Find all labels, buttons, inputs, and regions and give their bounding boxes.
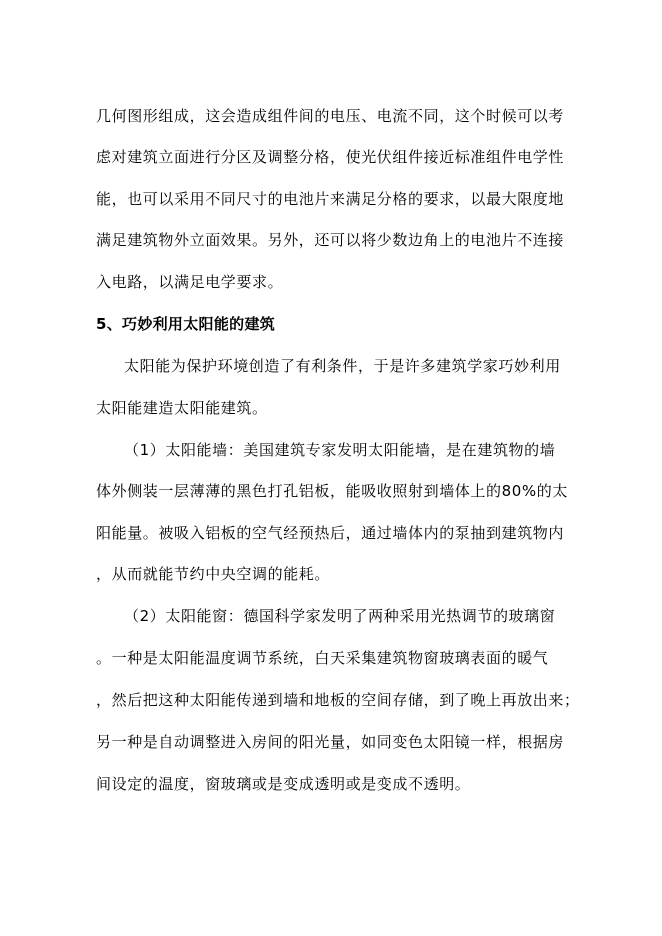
section-heading: 5、巧妙利用太阳能的建筑 [96, 315, 276, 333]
text-line: 阳能量。被吸入铝板的空气经预热后，通过墙体内的泵抽到建筑物内 [96, 524, 565, 542]
text-line: 。一种是太阳能温度调节系统，白天采集建筑物窗玻璃表面的暖气 [96, 649, 549, 667]
text-line: 能，也可以采用不同尺寸的电池片来满足分格的要求，以最大限度地 [96, 190, 565, 208]
text-line: （1）太阳能墙：美国建筑专家发明太阳能墙，是在建筑物的墙 [124, 441, 556, 459]
text-line: 太阳能为保护环境创造了有利条件，于是许多建筑学家巧妙利用 [124, 357, 561, 375]
text-line: ，从而就能节约中央空调的能耗。 [96, 565, 331, 583]
text-line: ，然后把这种太阳能传递到墙和地板的空间存储，到了晚上再放出来； [96, 691, 580, 709]
text-line: 满足建筑物外立面效果。另外，还可以将少数边角上的电池片不连接 [96, 231, 565, 249]
text-line: （2）太阳能窗：德国科学家发明了两种采用光热调节的玻璃窗 [124, 607, 556, 625]
text-line: 几何图形组成，这会造成组件间的电压、电流不同，这个时候可以考 [96, 107, 565, 125]
text-line: 间设定的温度，窗玻璃或是变成透明或是变成不透明。 [96, 775, 471, 793]
text-line: 入电路，以满足电学要求。 [96, 273, 284, 291]
text-line: 虑对建筑立面进行分区及调整分格，使光伏组件接近标准组件电学性 [96, 148, 565, 166]
text-line: 体外侧装一层薄薄的黑色打孔铝板，能吸收照射到墙体上的80%的太 [96, 482, 568, 500]
text-line: 太阳能建造太阳能建筑。 [96, 399, 268, 417]
text-line: 另一种是自动调整进入房间的阳光量，如同变色太阳镜一样，根据房 [96, 733, 565, 751]
